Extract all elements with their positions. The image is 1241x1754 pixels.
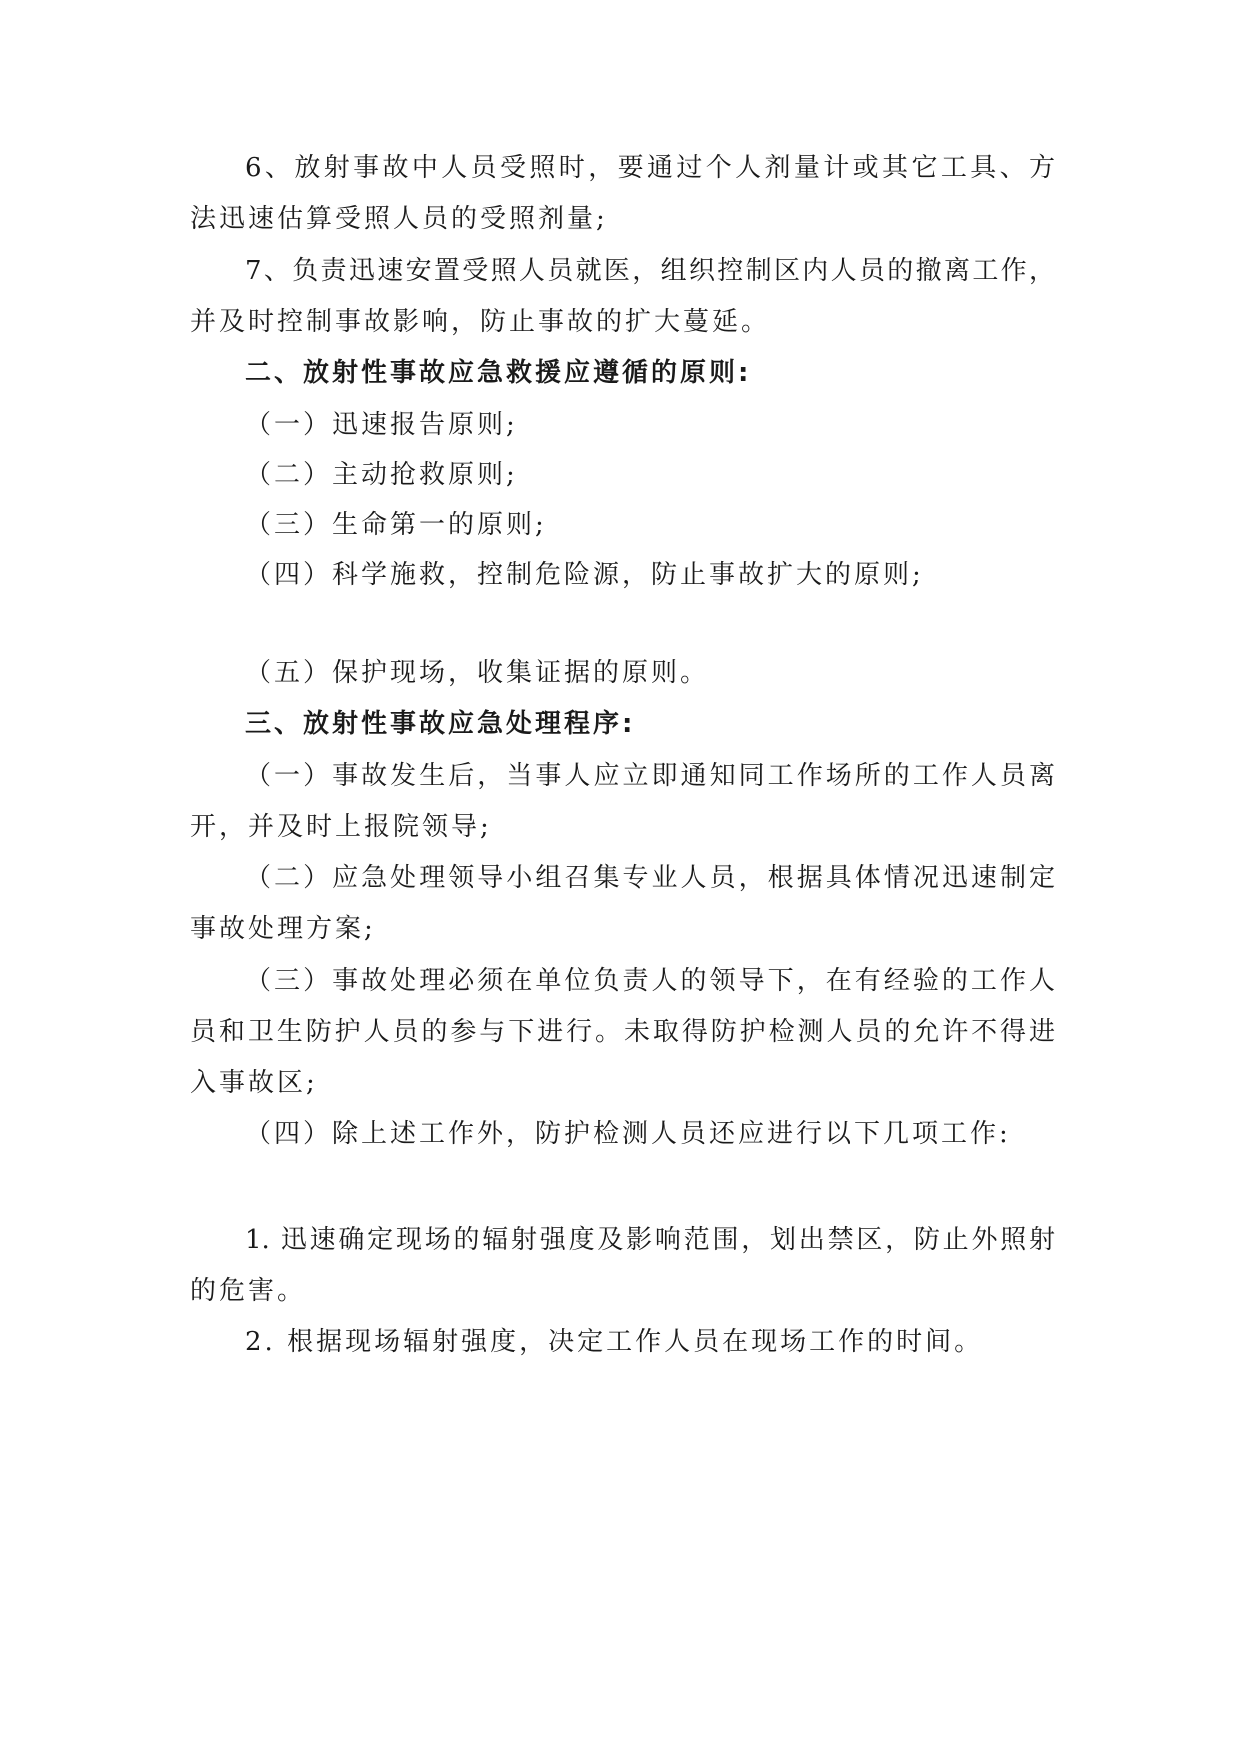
item-1-line-2: 的危害。 bbox=[190, 1276, 307, 1306]
principle-1: （一）迅速报告原则; bbox=[245, 410, 518, 440]
procedure-3-line-3: 入事故区; bbox=[190, 1068, 318, 1098]
section-heading-2: 二、放射性事故应急救援应遵循的原则: bbox=[245, 358, 752, 388]
para-7-line-1: 7、负责迅速安置受照人员就医，组织控制区内人员的撤离工作， bbox=[245, 256, 1055, 286]
principle-4: （四）科学施救，控制危险源，防止事故扩大的原则; bbox=[245, 560, 924, 590]
item-1-line-1: 1. 迅速确定现场的辐射强度及影响范围，划出禁区，防止外照射 bbox=[245, 1225, 1055, 1255]
procedure-3-line-1: （三）事故处理必须在单位负责人的领导下，在有经验的工作人 bbox=[245, 966, 1055, 996]
para-6-line-1: 6、放射事故中人员受照时，要通过个人剂量计或其它工具、方 bbox=[245, 153, 1055, 183]
principle-2: （二）主动抢救原则; bbox=[245, 460, 518, 490]
principle-3: （三）生命第一的原则; bbox=[245, 510, 547, 540]
para-6-line-2: 法迅速估算受照人员的受照剂量; bbox=[190, 204, 608, 234]
procedure-3-line-2: 员和卫生防护人员的参与下进行。未取得防护检测人员的允许不得进 bbox=[190, 1017, 1055, 1047]
principle-5: （五）保护现场，收集证据的原则。 bbox=[245, 658, 710, 688]
section-heading-3: 三、放射性事故应急处理程序: bbox=[245, 709, 636, 739]
procedure-1-line-2: 开，并及时上报院领导; bbox=[190, 812, 492, 842]
para-7-line-2: 并及时控制事故影响，防止事故的扩大蔓延。 bbox=[190, 307, 771, 337]
item-2-line-1: 2. 根据现场辐射强度，决定工作人员在现场工作的时间。 bbox=[245, 1327, 984, 1357]
procedure-1-line-1: （一）事故发生后，当事人应立即通知同工作场所的工作人员离 bbox=[245, 761, 1055, 791]
procedure-4-line-1: （四）除上述工作外，防护检测人员还应进行以下几项工作: bbox=[245, 1119, 1011, 1149]
procedure-2-line-1: （二）应急处理领导小组召集专业人员，根据具体情况迅速制定 bbox=[245, 863, 1055, 893]
procedure-2-line-2: 事故处理方案; bbox=[190, 914, 376, 944]
